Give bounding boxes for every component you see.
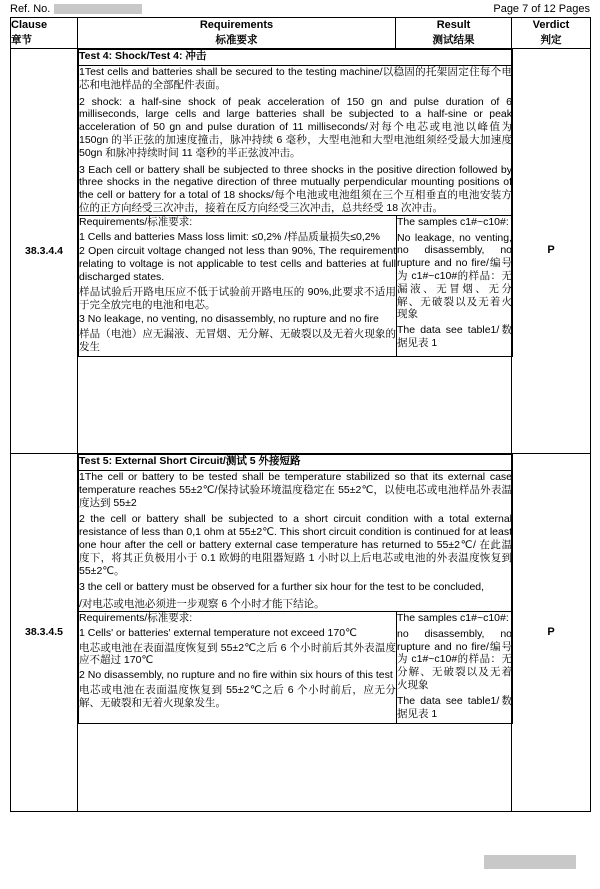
test-title: Test 4: Shock/Test 4: 冲击 [79, 50, 513, 66]
test-procedure: 1Test cells and batteries shall be secured to the testing machine/以稳固的托架固定住每个电芯和电池样品的全部配件表面。 2 shock: a half-sine shock of peak acceleration of 150 gn and pulse duration of 6 milliseconds, large cells and large batteries shall be subjected to a half-sine or peak acceleration of 50 gn and pulse duration of 11 milliseconds/对每个电芯或电池以峰值为 150gn 的半正弦的加速度撞击，脉冲持续 6 毫秒，大型电池和大型电池组须经受最大加速度 50gn 和脉冲持续时间 11 毫秒的半正弦波冲击。 3 Each cell or battery shall be subjected to three shocks in the positive direction followed by three shocks in the negative direction of three mutually perpendicular mounting positions of the cell or battery for a total of 18 shocks/每个电池或电池组须在三个互相垂直的电池安装方位的正方向经受三次冲击，接着在反方向经受三次冲击，总共经受 18 次冲击。 [79, 66, 513, 214]
test-procedure: 1The cell or battery to be tested shall be temperature stabilized so that its external case temperature reaches 55±2℃/保持试验环境温度稳定在 55±2℃，以使电芯或电池样品外表温度达到 55±2 2 the cell or battery shall be subjected to a short circuit condition with a total external resistance of less than 0,1 ohm at 55±2℃. This short circuit condition is continued for at least one hour after the cell or battery external case temperature has returned to 55±2℃/ 在此温度下，将其正负极用小于 0.1 欧姆的电阻器短路 1 小时以上后电芯或电池的外表温度恢复到 55±2℃。 3 the cell or battery must be observed for a further six hour for the test to be concluded, /对电芯或电池必须进一步观察 6 个小时才能下结论。 [79, 471, 513, 611]
result-header: Result 测试结果 [396, 18, 512, 49]
redacted-ref-number [54, 4, 142, 14]
clause-header: Clause 章节 [11, 18, 78, 49]
table-row [11, 49, 591, 454]
clause-cell: 38.3.4.4 [11, 49, 78, 454]
test-report-table [10, 17, 591, 812]
verdict-header: Verdict 判定 [512, 18, 591, 49]
redacted-footer [484, 855, 576, 869]
page-header [10, 3, 590, 17]
verdict-cell: P [512, 49, 591, 454]
requirements-cell: Requirements/标准要求: 1 Cells' or batteries' external temperature not exceed 170℃ 电芯或电池在表面温度恢复到 55±2℃之后 6 个小时前后其外表温度应不超过 170℃ 2 No disassembly, no rupture and no fire within six hours of this test 电芯或电池在表面温度恢复到 55±2℃之后 6 个小时前后，应无分解、无破裂和无着火现象发生。 [79, 611, 397, 723]
table-row [11, 454, 591, 812]
clause-cell: 38.3.4.5 [11, 454, 78, 812]
test-title: Test 5: External Short Circuit/测试 5 外接短路 [79, 455, 513, 471]
requirements-header: Requirements 标准要求 [78, 18, 396, 49]
result-cell: The samples c1#~c10#: No leakage, no venting, no disassembly, no rupture and no fire/编号为 c1#~c10#的样品：无漏液、无冒烟、无分解、无破裂以及无着火现象 The data see table1/数据见表 1 [397, 215, 513, 356]
ref-no: Ref. No. [10, 3, 142, 16]
verdict-cell: P [512, 454, 591, 812]
header-row [11, 18, 591, 49]
requirements-cell: Requirements/标准要求: 1 Cells and batteries Mass loss limit: ≤0,2% /样品质量损失≤0,2% 2 Open circuit voltage changed not less than 90%, The requirement relating to voltage is not applicable to test cells and batteries at full discharged states. 样品试验后开路电压应不低于试验前开路电压的 90%,此要求不适用于完全放完电的电池和电芯。 3 No leakage, no venting, no disassembly, no rupture and no fire 样品（电池）应无漏液、无冒烟、无分解、无破裂以及无着火现象的发生 [79, 215, 397, 356]
result-cell: The samples c1#~c10#: no disassembly, no rupture and no fire/编号为 c1#~c10#的样品：无分解、无破裂以及无着火现象 The data see table1/数据见表 1 [397, 611, 513, 723]
page-number: Page 7 of 12 Pages [493, 3, 590, 15]
